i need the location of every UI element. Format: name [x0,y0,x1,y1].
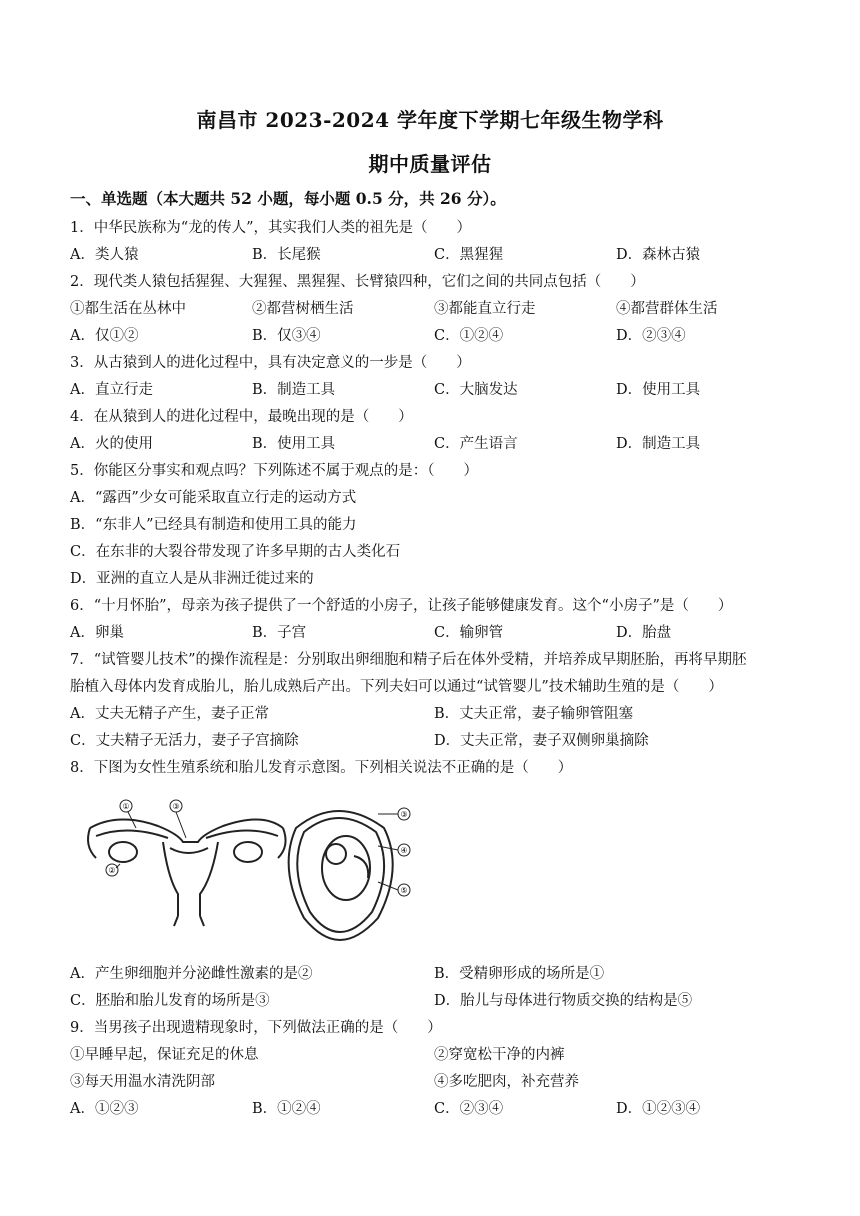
q9-option-a: A．①②③ [70,1101,139,1117]
q6-option-d: D．胎盘 [616,625,672,641]
q2-option-a: A．仅①② [70,328,139,344]
q2-option-b: B．仅③④ [252,328,321,344]
q1-option-c: C．黑猩猩 [434,247,504,263]
q3-option-a: A．直立行走 [70,382,153,398]
q9-item-1: ①早睡早起，保证充足的休息 [70,1047,259,1063]
label-2: ② [108,866,116,875]
question-3: 3．从古猿到人的进化过程中，具有决定意义的一步是（ ） [70,355,471,371]
label-3-left: ③ [172,802,180,811]
q1-option-d: D．森林古猿 [616,247,701,263]
q5-option-b: B．“东非人”已经具有制造和使用工具的能力 [70,517,357,533]
q4-option-a: A．火的使用 [70,436,153,452]
label-3-right: ③ [400,810,408,819]
q2-item-3: ③都能直立行走 [434,301,536,317]
q1-option-a: A．类人猿 [70,247,139,263]
label-5: ⑤ [400,886,408,895]
q2-item-4: ④都营群体生活 [616,301,718,317]
question-8: 8．下图为女性生殖系统和胎儿发育示意图。下列相关说法不正确的是（ ） [70,760,573,776]
q9-option-d: D．①②③④ [616,1101,701,1117]
question-1: 1．中华民族称为“龙的传人”，其实我们人类的祖先是（ ） [70,220,472,236]
label-4: ④ [400,846,408,855]
q6-option-c: C．输卵管 [434,625,504,641]
q9-option-c: C．②③④ [434,1101,504,1117]
q8-option-b: B．受精卵形成的场所是① [434,966,605,982]
q7-option-d: D．丈夫正常，妻子双侧卵巢摘除 [434,733,649,749]
q2-item-2: ②都营树栖生活 [252,301,354,317]
q1-option-b: B．长尾猴 [252,247,321,263]
q4-option-c: C．产生语言 [434,436,518,452]
q2-option-c: C．①②④ [434,328,504,344]
q7-option-b: B．丈夫正常，妻子输卵管阻塞 [434,706,634,722]
question-4: 4．在从猿到人的进化过程中，最晚出现的是（ ） [70,409,413,425]
q6-option-a: A．卵巢 [70,625,124,641]
q9-item-3: ③每天用温水清洗阴部 [70,1074,215,1090]
q3-option-d: D．使用工具 [616,382,701,398]
q5-option-d: D．亚洲的直立人是从非洲迁徙过来的 [70,571,314,587]
q5-option-c: C．在东非的大裂谷带发现了许多早期的古人类化石 [70,544,401,560]
q9-option-b: B．①②④ [252,1101,321,1117]
q2-option-d: D．②③④ [616,328,686,344]
q9-item-4: ④多吃肥肉，补充营养 [434,1074,579,1090]
question-7-line-1: 7．“试管婴儿技术”的操作流程是：分别取出卵细胞和精子后在体外受精，并培养成早期胚胎，再将早期胚 [70,652,747,668]
q3-option-c: C．大脑发达 [434,382,518,398]
question-2: 2．现代类人猿包括猩猩、大猩猩、黑猩猩、长臂猿四种，它们之间的共同点包括（ ） [70,274,645,290]
question-5: 5．你能区分事实和观点吗？下列陈述不属于观点的是：（ ） [70,463,478,479]
question-7-line-2: 胎植入母体内发育成胎儿，胎儿成熟后产出。下列夫妇可以通过“试管婴儿”技术辅助生殖的是（ ） [70,679,723,695]
fetus-development-figure [289,811,398,940]
exam-subtitle: 期中质量评估 [368,152,492,176]
label-1: ① [122,802,130,811]
question-9: 9．当男孩子出现遗精现象时，下列做法正确的是（ ） [70,1020,442,1036]
q2-item-1: ①都生活在丛林中 [70,301,186,317]
q4-option-d: D．制造工具 [616,436,701,452]
q5-option-a: A．“露西”少女可能采取直立行走的运动方式 [70,490,357,506]
q8-option-c: C．胚胎和胎儿发育的场所是③ [70,993,270,1009]
exam-title: 南昌市 2023-2024 学年度下学期七年级生物学科 [196,108,664,132]
section-heading: 一、单选题（本大题共 52 小题，每小题 0.5 分，共 26 分）。 [70,189,506,208]
q7-option-a: A．丈夫无精子产生，妻子正常 [70,706,269,722]
q7-option-c: C．丈夫精子无活力，妻子子宫摘除 [70,733,299,749]
reproductive-system-diagram [78,798,438,948]
q8-option-a: A．产生卵细胞并分泌雌性激素的是② [70,966,313,982]
q8-option-d: D．胎儿与母体进行物质交换的结构是⑤ [434,993,693,1009]
q3-option-b: B．制造工具 [252,382,336,398]
q9-item-2: ②穿宽松干净的内裤 [434,1047,565,1063]
q6-option-b: B．子宫 [252,625,307,641]
q4-option-b: B．使用工具 [252,436,336,452]
question-6: 6．“十月怀胎”，母亲为孩子提供了一个舒适的小房子，让孩子能够健康发育。这个“小房子”是（ ） [70,598,733,614]
